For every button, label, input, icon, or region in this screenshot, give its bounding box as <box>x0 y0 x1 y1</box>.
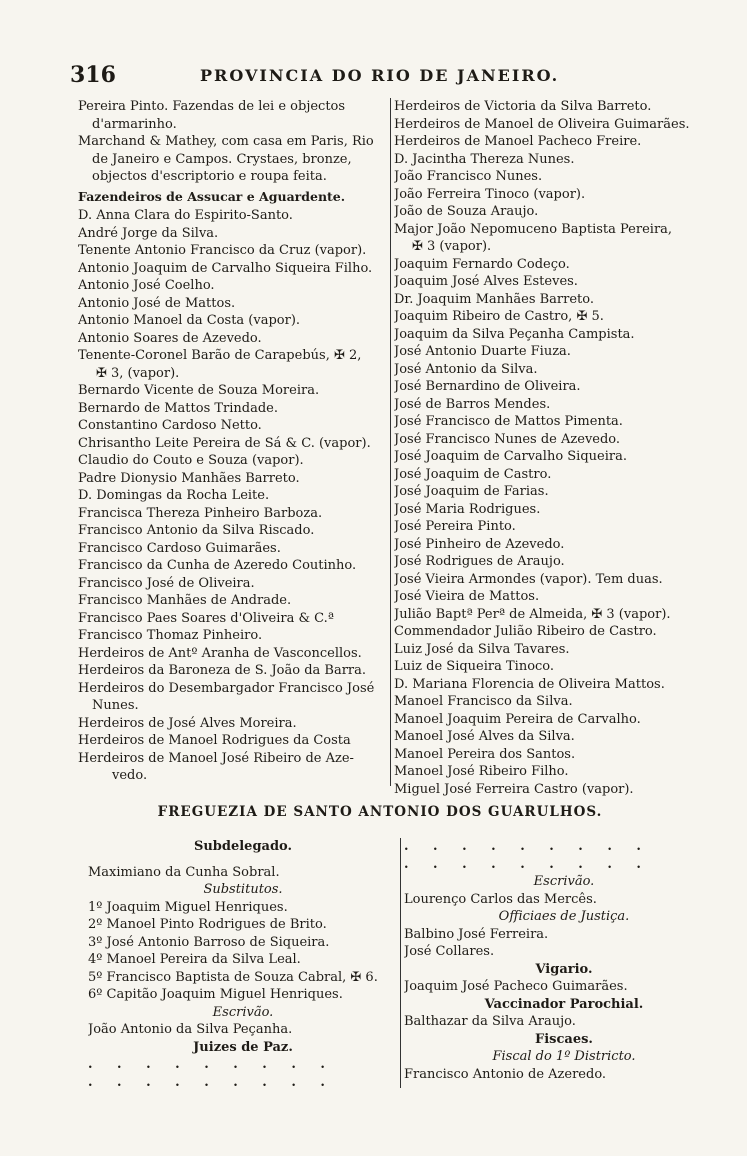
right-column <box>394 98 716 798</box>
page-title: PROVINCIA DO RIO DE JANEIRO. <box>200 66 560 85</box>
list-item: Tenente Antonio Francisco da Cruz (vapor). <box>78 243 367 258</box>
column-divider <box>390 98 391 786</box>
list-item: Major João Nepomuceno Baptista Pereira, <box>394 221 673 237</box>
subdelegado-heading: Subdelegado. <box>193 839 293 854</box>
list-item: Tenente-Coronel Barão de Carapebús, ✠ 2, <box>78 348 362 363</box>
dot-leader: . . . . . . . . . <box>404 839 651 854</box>
vaccinador-name: Balthazar da Silva Araujo. <box>404 1014 576 1029</box>
fiscaes-heading: Fiscaes. <box>535 1031 593 1047</box>
escrivao-heading: Escrivão. <box>212 1004 274 1020</box>
list-item: Herdeiros de Antº Aranha de Vasconcellos. <box>78 645 362 661</box>
list-item: Herdeiros de Manoel José Ribeiro de Aze- <box>78 750 354 766</box>
dot-leader: . . . . . . . . . <box>88 1057 335 1072</box>
left-column <box>78 98 390 785</box>
list-item: José Collares. <box>404 944 495 959</box>
list-item: Manoel Joaquim Pereira de Carvalho. <box>394 711 641 727</box>
list-item: José Rodrigues de Araujo. <box>394 554 565 569</box>
fiscal-name: Francisco Antonio de Azeredo. <box>404 1066 607 1082</box>
list-item: 4º Manoel Pereira da Silva Leal. <box>88 952 301 967</box>
list-item: Luiz José da Silva Tavares. <box>394 641 570 657</box>
list-item: João Ferreira Tinoco (vapor). <box>394 186 586 202</box>
list-item: D. Anna Clara do Espirito-Santo. <box>78 208 293 223</box>
list-item: Antonio José Coelho. <box>78 278 215 293</box>
list-item: Antonio Manoel da Costa (vapor). <box>78 313 301 328</box>
list-item: 2º Manoel Pinto Rodrigues de Brito. <box>88 917 327 932</box>
escrivao-name: Lourenço Carlos das Mercês. <box>404 891 597 907</box>
section2-left-column <box>88 838 398 1091</box>
list-item: 6º Capitão Joaquim Miguel Henriques. <box>88 987 343 1002</box>
list-item: José Joaquim de Farias. <box>394 484 549 499</box>
page-number: 316 <box>70 62 116 88</box>
dot-leader: . . . . . . . . . <box>88 1074 335 1090</box>
vigario-name: Joaquim José Pacheco Guimarães. <box>404 979 628 994</box>
list-item: André Jorge da Silva. <box>78 225 219 241</box>
list-item: José Francisco Nunes de Azevedo. <box>394 431 621 447</box>
list-item: Joaquim da Silva Peçanha Campista. <box>394 326 635 342</box>
subdelegado-name: Maximiano da Cunha Sobral. <box>88 864 280 880</box>
list-item: José Joaquim de Castro. <box>394 466 552 482</box>
list-item: Commendador Julião Ribeiro de Castro. <box>394 624 657 639</box>
list-item: José Pinheiro de Azevedo. <box>394 536 565 552</box>
vigario-heading: Vigario. <box>535 961 593 977</box>
list-item: José Maria Rodrigues. <box>394 501 541 517</box>
list-item: ✠ 3, (vapor). <box>96 365 180 381</box>
section-heading: Fazendeiros de Assucar e Aguardente. <box>78 188 346 204</box>
text-line: objectos d'escriptorio e roupa feita. <box>92 169 327 184</box>
list-item: Constantino Cardoso Netto. <box>78 418 262 433</box>
vaccinador-heading: Vaccinador Parochial. <box>484 996 644 1012</box>
list-item: Herdeiros de José Alves Moreira. <box>78 715 297 731</box>
list-item: Balbino José Ferreira. <box>404 926 549 942</box>
text-line: d'armarinho. <box>92 116 177 132</box>
list-item: Francisco Manhães de Andrade. <box>78 593 292 608</box>
list-item: João de Souza Araujo. <box>394 204 539 219</box>
section-title: FREGUEZIA DE SANTO ANTONIO DOS GUARULHOS. <box>157 804 603 820</box>
list-item: Francisca Thereza Pinheiro Barboza. <box>78 505 323 521</box>
text-line: de Janeiro e Campos. Crystaes, bronze, <box>92 151 352 167</box>
text-line: Marchand & Mathey, com casa em Paris, Rio <box>78 134 374 149</box>
list-item: José Pereira Pinto. <box>394 519 516 534</box>
list-item: Francisco da Cunha de Azeredo Coutinho. <box>78 558 357 573</box>
list-item: ✠ 3 (vapor). <box>412 239 492 254</box>
list-item: Francisco Paes Soares d'Oliveira & C.ª <box>78 610 334 626</box>
escrivao-heading: Escrivão. <box>533 874 595 889</box>
list-item: Antonio Soares de Azevedo. <box>78 330 262 346</box>
list-item: Manoel José Alves da Silva. <box>394 729 575 744</box>
list-item: Luiz de Siqueira Tinoco. <box>394 659 555 674</box>
list-item: Miguel José Ferreira Castro (vapor). <box>394 781 634 797</box>
list-item: Joaquim José Alves Esteves. <box>394 274 578 289</box>
list-item: vedo. <box>112 768 148 783</box>
list-item: D. Domingas da Rocha Leite. <box>78 488 270 503</box>
substitutos-heading: Substitutos. <box>203 882 283 897</box>
list-item: Manoel Francisco da Silva. <box>394 694 573 709</box>
dot-leader: . . . . . . . . . <box>404 856 651 872</box>
officiaes-heading: Officiaes de Justiça. <box>498 909 630 924</box>
list-item: Dr. Joaquim Manhães Barreto. <box>394 291 595 307</box>
list-item: José Francisco de Mattos Pimenta. <box>394 414 623 429</box>
list-item: Julião Baptª Perª de Almeida, ✠ 3 (vapor). <box>394 606 671 622</box>
list-item: Claudio do Couto e Souza (vapor). <box>78 453 304 468</box>
list-item: José Vieira Armondes (vapor). Tem duas. <box>394 571 663 587</box>
section2-right-column <box>404 838 724 1083</box>
list-item: José Bernardino de Oliveira. <box>394 379 581 394</box>
list-item: Bernardo Vicente de Souza Moreira. <box>78 383 320 398</box>
column-divider <box>400 838 401 1088</box>
text-line: Pereira Pinto. Fazendas de lei e objectos <box>78 99 346 114</box>
list-item: 1º Joaquim Miguel Henriques. <box>88 899 288 915</box>
list-item: Manoel José Ribeiro Filho. <box>394 764 569 779</box>
list-item: Antonio José de Mattos. <box>78 295 236 311</box>
list-item: Chrisantho Leite Pereira de Sá & C. (vapor). <box>78 435 371 451</box>
list-item: Francisco José de Oliveira. <box>78 575 255 591</box>
escrivao-name: João Antonio da Silva Peçanha. <box>88 1022 293 1037</box>
list-item: 3º José Antonio Barroso de Siqueira. <box>88 934 330 950</box>
list-item: Joaquim Fernardo Codeço. <box>394 256 570 272</box>
list-item: Francisco Antonio da Silva Riscado. <box>78 523 315 538</box>
juizes-heading: Juizes de Paz. <box>193 1039 293 1055</box>
list-item: Padre Dionysio Manhães Barreto. <box>78 470 300 486</box>
list-item: João Francisco Nunes. <box>394 169 543 184</box>
list-item: Herdeiros da Baroneza de S. João da Barra. <box>78 663 367 678</box>
list-item: José Antonio da Silva. <box>394 361 538 377</box>
list-item: D. Mariana Florencia de Oliveira Mattos. <box>394 676 665 692</box>
fiscal-heading: Fiscal do 1º Districto. <box>492 1049 636 1064</box>
list-item: Nunes. <box>92 698 139 713</box>
list-item: Joaquim Ribeiro de Castro, ✠ 5. <box>394 309 604 324</box>
list-item: D. Jacintha Thereza Nunes. <box>394 151 575 167</box>
list-item: José Vieira de Mattos. <box>394 589 540 604</box>
list-item: Herdeiros de Victoria da Silva Barreto. <box>394 99 652 114</box>
list-item: Francisco Cardoso Guimarães. <box>78 540 281 556</box>
list-item: Antonio Joaquim de Carvalho Siqueira Filho. <box>78 260 373 276</box>
list-item: Bernardo de Mattos Trindade. <box>78 400 279 416</box>
list-item: 5º Francisco Baptista de Souza Cabral, ✠ 6. <box>88 969 378 985</box>
list-item: José Joaquim de Carvalho Siqueira. <box>394 449 627 464</box>
page-header <box>70 62 690 90</box>
list-item: Herdeiros de Manoel Pacheco Freire. <box>394 134 642 149</box>
list-item: José Antonio Duarte Fiuza. <box>394 344 571 359</box>
list-item: Herdeiros do Desembargador Francisco José <box>78 680 375 696</box>
list-item: José de Barros Mendes. <box>394 396 551 412</box>
list-item: Francisco Thomaz Pinheiro. <box>78 628 263 643</box>
list-item: Manoel Pereira dos Santos. <box>394 746 576 762</box>
list-item: Herdeiros de Manoel de Oliveira Guimarães. <box>394 116 690 132</box>
list-item: Herdeiros de Manoel Rodrigues da Costa <box>78 733 351 748</box>
